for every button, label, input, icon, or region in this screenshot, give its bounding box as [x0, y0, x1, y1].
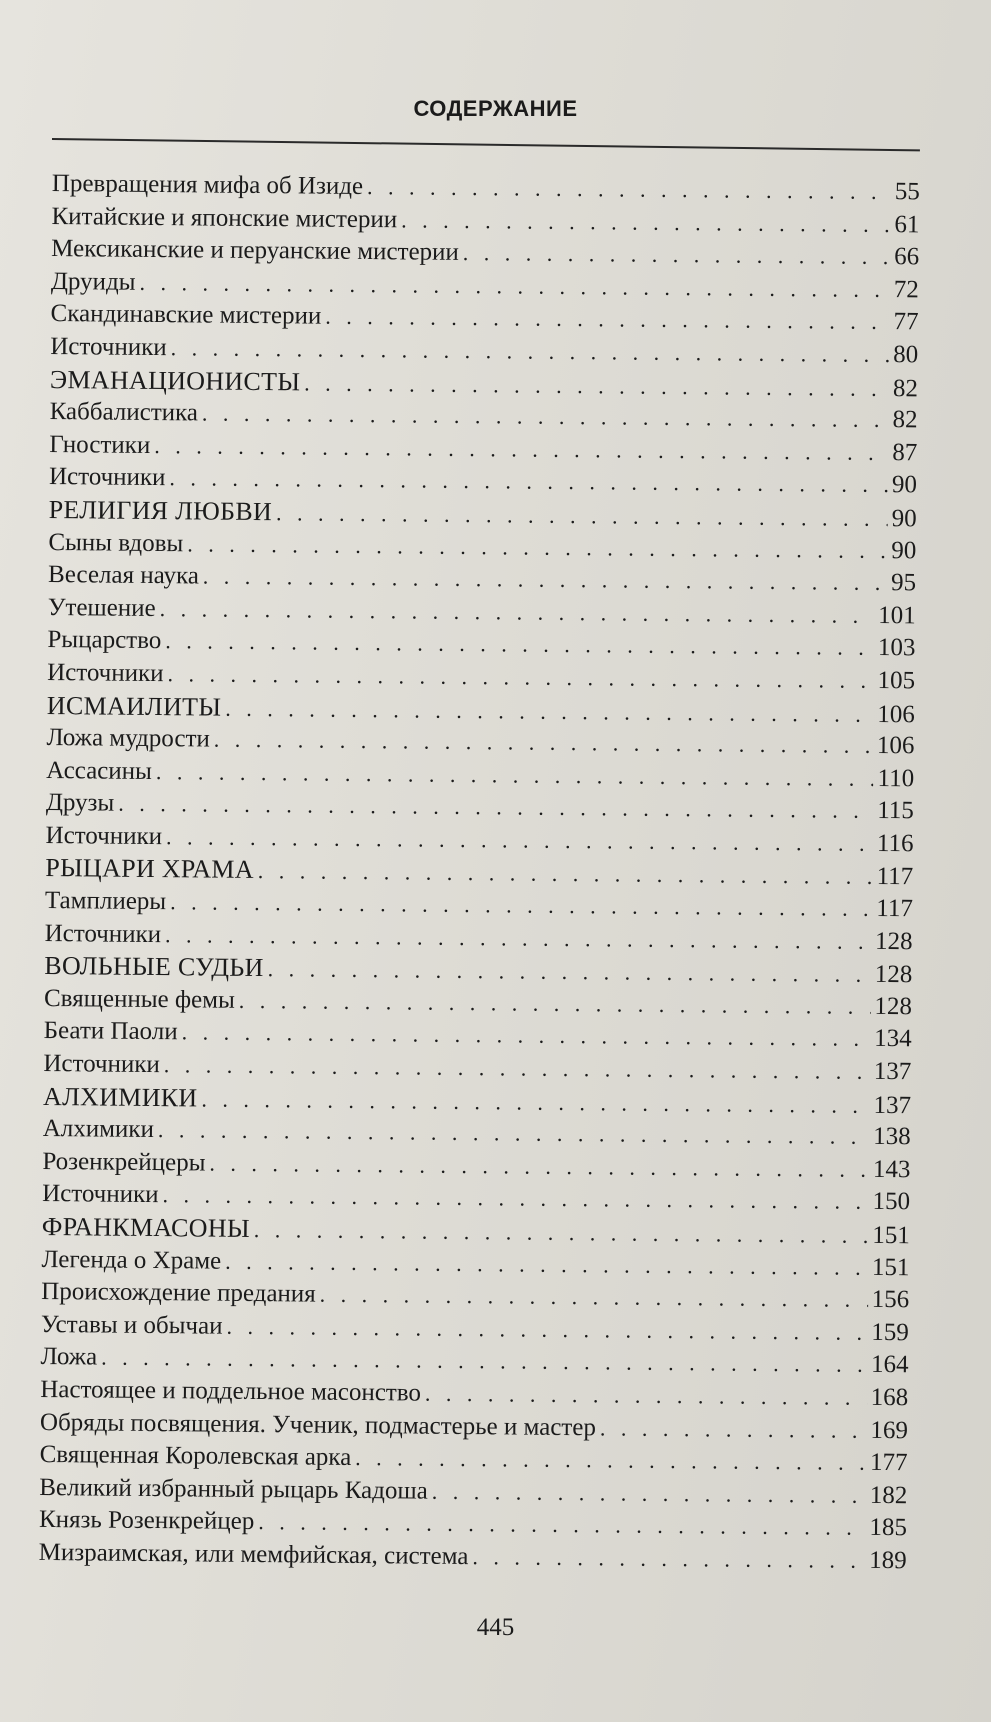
toc-entry-title: ФРАНКМАСОНЫ	[41, 1211, 251, 1243]
toc-entry-page: 105	[877, 666, 916, 695]
page-number: 445	[476, 1614, 515, 1641]
toc-entry-page: 137	[873, 1091, 912, 1119]
toc-entry-title: Розенкрейцеры	[42, 1147, 206, 1177]
toc-entry-title: Тамплиеры	[44, 887, 167, 916]
toc-entry-page: 82	[892, 406, 918, 434]
toc-entry-page: 137	[873, 1057, 912, 1086]
toc-entry-title: ВОЛЬНЫЕ СУДЬИ	[44, 951, 264, 983]
toc-entry-page: 182	[869, 1481, 908, 1510]
toc-entry-page: 189	[869, 1546, 907, 1575]
toc-entry-title: Обряды посвящения. Ученик, подмастерье и мастер	[39, 1408, 597, 1441]
toc-entry-title: Ассасины	[46, 756, 153, 785]
toc-entry-page: 134	[874, 1025, 912, 1053]
toc-entry-title: Алхимики	[42, 1115, 155, 1144]
running-head-title: СОДЕРЖАНИЕ	[413, 96, 578, 121]
toc-entry-page: 61	[894, 210, 920, 238]
dot-leader	[166, 821, 873, 860]
dot-leader	[401, 204, 891, 241]
toc-entry-page: 150	[872, 1188, 911, 1216]
toc-entry-title: Священная Королевская арка	[39, 1441, 352, 1472]
dot-leader	[463, 237, 891, 274]
toc-entry-title: АЛХИМИКИ	[42, 1081, 198, 1113]
dot-leader	[367, 171, 891, 209]
dot-leader	[164, 1049, 870, 1088]
toc-entry-row	[39, 1537, 907, 1578]
toc-entry-title: Друзы	[45, 789, 115, 817]
toc-entry-title: Источники	[42, 1180, 159, 1209]
toc-entry-page: 95	[890, 569, 917, 597]
toc-entry-title: Великий избранный рыцарь Кадоша	[39, 1473, 428, 1505]
toc-entry-title: Веселая наука	[47, 561, 200, 590]
toc-entry-page: 116	[876, 829, 914, 858]
toc-entry-page: 185	[869, 1514, 908, 1542]
toc-entry-title: Источники	[45, 821, 163, 850]
toc-entry-title: Китайские и японские мистерии	[51, 202, 398, 233]
toc-entry-title: Сыны вдовы	[48, 528, 184, 557]
toc-entry-title: Источники	[43, 1049, 160, 1079]
toc-entry-page: 117	[876, 895, 914, 923]
toc-entry-title: Ложа	[40, 1343, 98, 1371]
toc-entry-page: 72	[893, 275, 920, 304]
toc-entry-page: 177	[869, 1449, 908, 1477]
dot-leader	[320, 1279, 868, 1317]
toc-entry-title: Скандинавские мистерии	[50, 300, 322, 330]
toc-entry-page: 90	[891, 471, 918, 499]
toc-entry-page: 128	[874, 961, 913, 989]
dot-leader	[432, 1475, 866, 1512]
toc-entry-page: 168	[870, 1383, 909, 1412]
toc-entry-page: 151	[871, 1253, 910, 1281]
toc-entry-title: Священные фемы	[43, 984, 235, 1014]
toc-entry-title: Источники	[50, 332, 167, 362]
toc-entry-page: 117	[876, 863, 914, 891]
toc-entry-title: Источники	[47, 658, 164, 688]
dot-leader	[169, 462, 888, 501]
toc-entry-title: Друиды	[50, 267, 136, 296]
dot-leader	[165, 919, 871, 958]
toc-entry-title: Уставы и обычаи	[40, 1310, 223, 1340]
toc-entry-page: 55	[894, 178, 920, 206]
toc-entry-page: 138	[873, 1123, 911, 1151]
toc-entry-page: 128	[874, 927, 913, 955]
toc-entry-page: 110	[877, 764, 915, 792]
toc-entry-title: Беати Паоли	[43, 1017, 178, 1046]
toc-entry-title: Гностики	[49, 430, 151, 459]
dot-leader	[425, 1378, 867, 1415]
toc-entry-page: 90	[891, 536, 917, 564]
toc-entry-title: Мизраимская, или мемфийская, система	[38, 1538, 469, 1570]
toc-entry-title: Ложа мудрости	[46, 724, 210, 753]
toc-entry-title: Источники	[48, 463, 166, 492]
dot-leader	[472, 1541, 865, 1577]
toc-entry-title: Источники	[44, 919, 162, 948]
toc-entry-page: 115	[877, 797, 914, 825]
toc-entry-page: 106	[877, 700, 915, 728]
toc-entry-page: 143	[872, 1155, 911, 1184]
dot-leader	[162, 1180, 868, 1219]
toc-entry-page: 87	[892, 438, 918, 467]
toc-entry-title: Князь Розенкрейцер	[38, 1506, 255, 1536]
toc-entry-title: Мексиканские и перуанские мистерии	[51, 235, 460, 267]
dot-leader	[325, 301, 890, 339]
table-of-contents	[39, 168, 920, 1578]
toc-entry-title: ИСМАИЛИТЫ	[46, 690, 222, 722]
toc-entry-page: 101	[878, 601, 916, 630]
toc-entry-page: 128	[874, 992, 913, 1021]
toc-entry-page: 90	[891, 505, 917, 533]
toc-entry-page: 82	[892, 374, 919, 402]
toc-entry-page: 156	[871, 1286, 910, 1314]
toc-entry-page: 77	[893, 308, 919, 336]
toc-entry-page: 66	[894, 243, 920, 271]
toc-entry-page: 103	[877, 634, 916, 662]
toc-entry-page: 106	[876, 732, 915, 760]
toc-entry-title: Каббалистика	[49, 398, 199, 427]
toc-entry-page: 151	[872, 1221, 910, 1250]
toc-entry-page: 159	[871, 1318, 909, 1347]
dot-leader	[167, 658, 873, 697]
toc-entry-page: 169	[870, 1416, 909, 1444]
header-rule	[52, 138, 920, 151]
toc-entry-title: Утешение	[47, 593, 156, 622]
toc-entry-page: 164	[870, 1351, 909, 1379]
toc-entry-title: РЕЛИГИЯ ЛЮБВИ	[48, 494, 273, 527]
toc-entry-page: 80	[893, 341, 919, 369]
toc-entry-title: Легенда о Храме	[41, 1245, 222, 1275]
toc-entry-title: Настоящее и поддельное масонство	[40, 1375, 422, 1407]
toc-entry-title: ЭМАНАЦИОНИСТЫ	[49, 364, 301, 396]
toc-entry-title: Происхождение предания	[41, 1278, 316, 1308]
toc-entry-title: Рыцарство	[47, 626, 162, 655]
toc-entry-title: Превращения мифа об Изиде	[51, 169, 364, 200]
dot-leader	[600, 1412, 867, 1447]
toc-entry-title: РЫЦАРИ ХРАМА	[45, 853, 255, 885]
dot-leader	[355, 1442, 866, 1479]
